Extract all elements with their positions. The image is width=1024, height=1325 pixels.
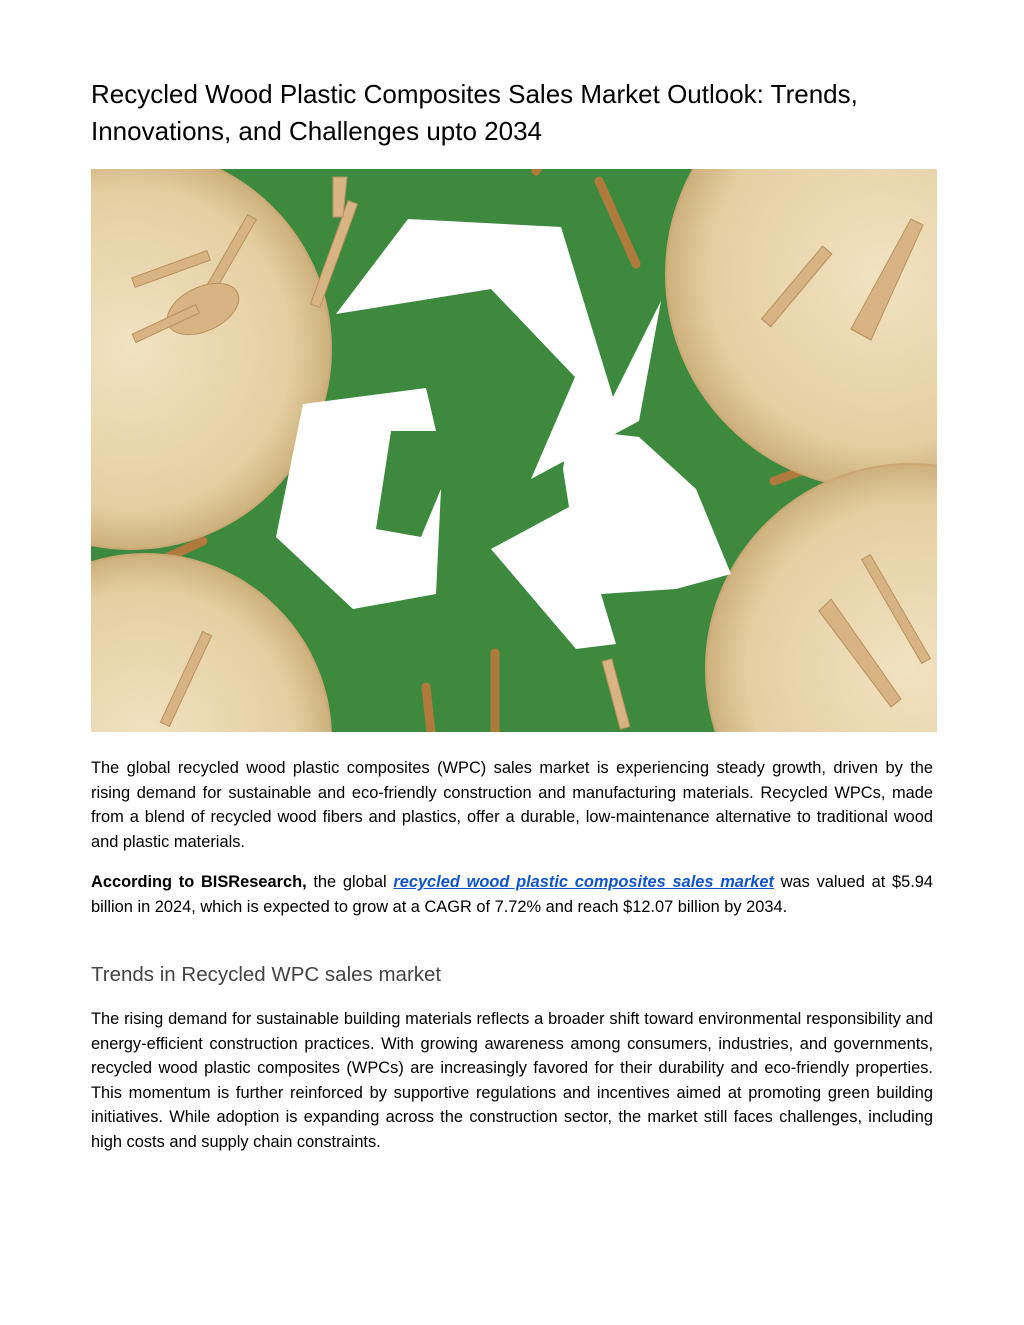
market-report-link[interactable]: recycled wood plastic composites sales market <box>393 873 774 891</box>
paragraph-text: was valued at $5.94 billion in 2024, which is expected to grow at a CAGR of 7.72% and reach $12.07 billion by 2034. <box>91 873 933 916</box>
intro-paragraph: The global recycled wood plastic composites (WPC) sales market is experiencing steady growth, driven by the rising demand for sustainable and eco-friendly construction and manufacturing materials. Recycled WPCs, made from a blend of recycled wood fibers and plastics, offer a durable, low-maintenance alternative to traditional wood and plastic materials. <box>91 759 933 851</box>
trends-paragraph: The rising demand for sustainable building materials reflects a broader shift toward environmental responsibility and energy-efficient construction practices. With growing awareness among consumers, industries, and governments, recycled wood plastic composites (WPCs) are increasingly favored for their durability and eco-friendly properties. This momentum is further reinforced by supportive regulations and incentives aimed at promoting green building initiatives. While adoption is expanding across the construction sector, the market still faces challenges, including high costs and supply chain constraints. <box>91 1010 933 1151</box>
market-value-paragraph <box>91 870 933 919</box>
document-title: Recycled Wood Plastic Composites Sales Market Outlook: Trends, Innovations, and Challenges upto 2034 <box>91 79 858 146</box>
source-lead: According to BISResearch, <box>91 873 307 891</box>
section-heading: Trends in Recycled WPC sales market <box>91 963 442 986</box>
paragraph-text: the global <box>306 873 394 891</box>
hero-image <box>91 169 937 732</box>
